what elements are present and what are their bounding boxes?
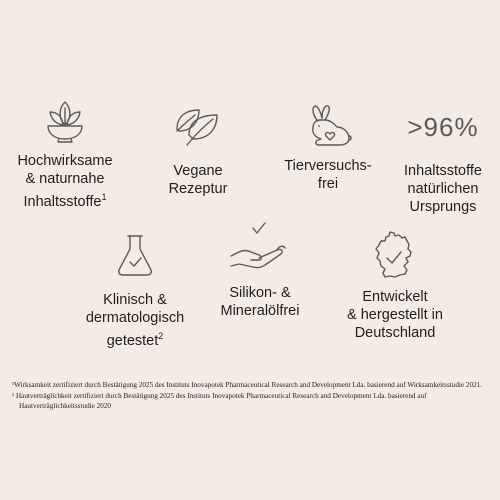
feature-silicone-free <box>195 222 325 320</box>
percent-badge-icon <box>403 110 483 144</box>
germany-map-check-icon <box>372 230 418 280</box>
feature-clinically-tested <box>70 233 200 350</box>
footnotes <box>12 380 492 412</box>
feature-vegan <box>133 105 263 198</box>
leaves-icon <box>173 105 223 147</box>
feature-label: Inhaltsstoffe natürlichen Ursprungs <box>404 163 482 215</box>
feature-made-in-germany <box>330 230 460 342</box>
footnote-2: ² Hautverträglichkeit zertifiziert durch Bestätigung 2025 des Instituts Inovapotek Pharmaceutical Research and Development Lda. basierend auf Hautverträglichkeitsstudie 2020 <box>12 392 427 410</box>
footnote-1: ¹Wirksamkeit zertifiziert durch Bestätigung 2025 des Instituts Inovapotek Pharmaceutical Research and Development Lda. basierend auf Wirksamkeitsstudie 2021. <box>12 381 483 389</box>
svg-text:>96%: >96% <box>407 112 479 142</box>
rabbit-icon <box>303 103 353 147</box>
feature-natural-origin <box>378 110 500 216</box>
feature-label: Tierversuchs- frei <box>284 158 372 192</box>
feature-label: Klinisch & dermatologisch getestet$^2$ <box>85 292 185 349</box>
feature-label: Vegane Rezeptur <box>168 163 228 197</box>
feature-label: Silikon- & Mineralölfrei <box>220 285 300 319</box>
feature-label: Hochwirksame & naturnahe Inhaltsstoffe$^1$ <box>17 153 113 210</box>
flask-check-icon <box>113 233 157 277</box>
hand-check-icon <box>225 222 295 274</box>
feature-label: Entwickelt & hergestellt in Deutschland <box>347 289 443 341</box>
feature-natural-ingredients <box>0 98 130 211</box>
herb-bowl-icon <box>42 98 88 144</box>
feature-cruelty-free <box>258 103 398 193</box>
